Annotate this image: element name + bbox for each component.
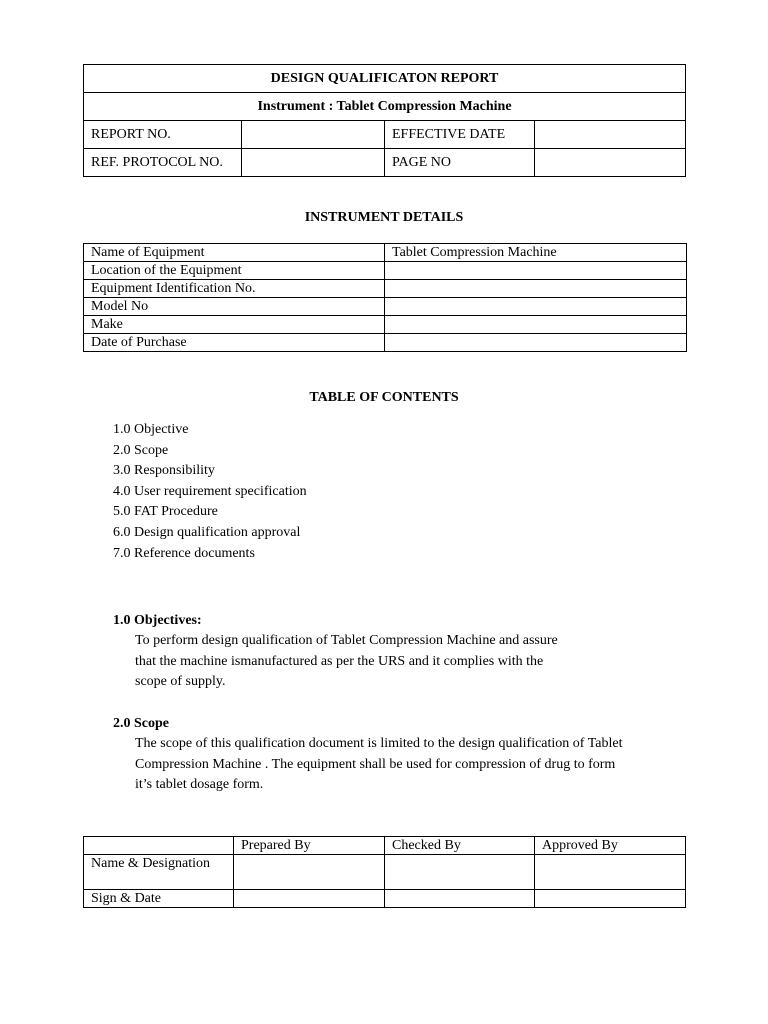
detail-label: Make	[84, 316, 385, 334]
instrument-details-table	[83, 243, 687, 352]
detail-label: Model No	[84, 298, 385, 316]
detail-label: Name of Equipment	[84, 244, 385, 262]
page-no-label: PAGE NO	[385, 149, 535, 177]
scope-text	[135, 734, 695, 796]
name-designation-label: Name & Designation	[84, 855, 234, 890]
approved-by-header: Approved By	[535, 837, 686, 855]
detail-value: Tablet Compression Machine	[385, 244, 687, 262]
checked-name-cell	[385, 855, 535, 890]
ref-protocol-label: REF. PROTOCOL NO.	[84, 149, 242, 177]
report-title: DESIGN QUALIFICATON REPORT	[84, 65, 686, 93]
effective-date-value	[535, 121, 686, 149]
detail-value	[385, 316, 687, 334]
toc-item: 1.0 Objective	[113, 422, 189, 437]
objectives-text	[135, 631, 675, 693]
checked-sign-cell	[385, 890, 535, 908]
table-row	[84, 334, 687, 352]
report-no-value	[242, 121, 385, 149]
detail-value	[385, 262, 687, 280]
report-no-label: REPORT NO.	[84, 121, 242, 149]
objectives-title: 1.0 Objectives:	[113, 613, 202, 628]
toc-list	[113, 420, 307, 564]
detail-label: Date of Purchase	[84, 334, 385, 352]
toc-item: 5.0 FAT Procedure	[113, 504, 218, 520]
paragraph-line: The scope of this qualification document is limited to the design qualification of Tablet	[135, 736, 623, 751]
table-row	[84, 855, 686, 890]
paragraph-line: it’s tablet dosage form.	[135, 777, 264, 793]
table-row	[84, 316, 687, 334]
detail-value	[385, 280, 687, 298]
paragraph-line: scope of supply.	[135, 674, 226, 690]
paragraph-line: Compression Machine . The equipment shall be used for compression of drug to form	[135, 756, 616, 772]
effective-date-label: EFFECTIVE DATE	[385, 121, 535, 149]
scope-title: 2.0 Scope	[113, 716, 169, 731]
table-row	[84, 244, 687, 262]
page-no-value	[535, 149, 686, 177]
sign-date-label: Sign & Date	[84, 890, 234, 908]
detail-label: Location of the Equipment	[84, 262, 385, 280]
toc-item: 7.0 Reference documents	[113, 545, 255, 561]
approved-sign-cell	[535, 890, 686, 908]
table-row	[84, 280, 687, 298]
paragraph-line: that the machine ismanufactured as per the URS and it complies with the	[135, 653, 544, 669]
prepared-by-header: Prepared By	[234, 837, 385, 855]
paragraph-line: To perform design qualification of Tablet Compression Machine and assure	[135, 633, 558, 648]
toc-item: 4.0 User requirement specification	[113, 483, 307, 499]
checked-by-header: Checked By	[385, 837, 535, 855]
instrument-title: Instrument : Tablet Compression Machine	[84, 93, 686, 121]
toc-item: 3.0 Responsibility	[113, 463, 215, 479]
toc-item: 2.0 Scope	[113, 442, 169, 458]
report-header-table	[83, 64, 686, 177]
table-header-row	[84, 837, 686, 855]
prepared-name-cell	[234, 855, 385, 890]
toc-heading: TABLE OF CONTENTS	[309, 390, 459, 405]
table-row	[84, 262, 687, 280]
detail-value	[385, 334, 687, 352]
table-row	[84, 298, 687, 316]
signoff-header-blank	[84, 837, 234, 855]
ref-protocol-value	[242, 149, 385, 177]
instrument-details-heading: INSTRUMENT DETAILS	[304, 210, 464, 225]
signoff-table	[83, 836, 686, 908]
detail-value	[385, 298, 687, 316]
detail-label: Equipment Identification No.	[84, 280, 385, 298]
approved-name-cell	[535, 855, 686, 890]
prepared-sign-cell	[234, 890, 385, 908]
table-row	[84, 890, 686, 908]
toc-item: 6.0 Design qualification approval	[113, 524, 301, 540]
